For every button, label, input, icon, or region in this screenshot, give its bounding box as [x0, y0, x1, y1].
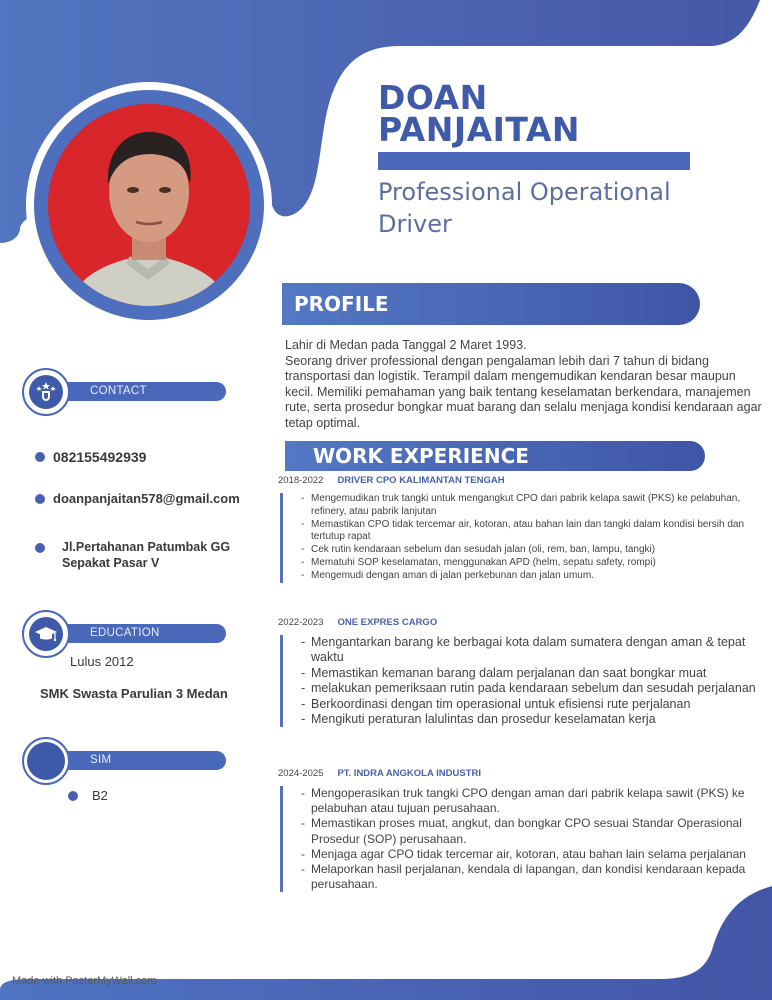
duty-item: - Memastikan proses muat, angkut, dan bongkar CPO sesuai Standar Operasional Prosedur (SOP) perusahaan. [301, 816, 768, 846]
sim-item [68, 788, 108, 803]
bullet-dot-icon [68, 791, 78, 801]
license-circle-icon [27, 742, 65, 780]
duty-item: - Cek rutin kendaraan sebelum dan sesudah jalan (oli, rem, ban, lampu, tangki) [301, 544, 768, 557]
name-underline-bar [378, 152, 690, 170]
education-school: SMK Swasta Parulian 3 Medan [40, 686, 228, 701]
duty-item: - Mengantarkan barang ke berbagai kota dalam sumatera dengan aman & tepat waktu [301, 635, 768, 666]
job-duties [280, 493, 768, 583]
profile-photo [48, 104, 250, 306]
work-experience-heading: WORK EXPERIENCE [285, 441, 705, 471]
job-title [378, 176, 671, 240]
job-entry-2 [278, 617, 768, 727]
bullet-dot-icon [35, 543, 45, 553]
duty-item: - Memastikan CPO tidak tercemar air, kotoran, atau bahan lain dan tangki dalam kondisi bersih dan tertutup rapat [301, 519, 768, 545]
phone-number[interactable]: 082155492939 [53, 449, 147, 465]
job-company: ONE EXPRES CARGO [337, 617, 438, 628]
job-entry-1 [278, 475, 768, 583]
profile-body: Seorang driver professional dengan pengalaman lebih dari 7 tahun di bidang transportasi dan logistik. Terampil dalam mengemudikan kendaran besar maupun kecil. Memiliki pemahaman yang baik tentang keselamatan berkendara, manajemen rute, serta prosedur bongkar muat barang dan selalu menjaga kondisi kendaraan agar tetap optimal. [285, 353, 762, 430]
duty-item: - Mengikuti peraturan lalulintas dan prosedur keselamatan kerja [301, 712, 768, 727]
contact-heading [22, 368, 207, 416]
duty-item: - melakukan pemeriksaan rutin pada kendaraan sebelum dan sesudah perjalanan [301, 681, 768, 696]
first-name: DOAN [378, 78, 488, 117]
email-address[interactable]: doanpanjaitan578@gmail.com [53, 491, 240, 506]
duty-item: - Mengoperasikan truk tangki CPO dengan aman dari pabrik kelapa sawit (PKS) ke pelabuhan atau tujuan perusahaan. [301, 786, 768, 816]
watermark-text: Made with PosterMyWall.com [12, 975, 157, 987]
bullet-dot-icon [35, 494, 45, 504]
education-heading-label: EDUCATION [50, 624, 226, 643]
profile-photo-frame [26, 82, 272, 328]
sim-heading [22, 737, 207, 785]
sim-heading-label: SIM [50, 751, 226, 770]
job-duties [280, 786, 768, 892]
duty-item: - Mengemudikan truk tangki untuk mengangkut CPO dari pabrik kelapa sawit (PKS) ke pelabuhan, refinery, atau pabrik lanjutan [301, 493, 768, 519]
job-duties [280, 635, 768, 727]
job-company: DRIVER CPO KALIMANTAN TENGAH [337, 475, 505, 486]
duty-item: - Melaporkan hasil perjalanan, kendala di lapangan, dan kondisi kendaraan kepada perusahaan. [301, 862, 768, 892]
contact-heading-label: CONTACT [50, 382, 226, 401]
job-company: PT. INDRA ANGKOLA INDUSTRI [337, 768, 481, 779]
person-portrait-icon [48, 104, 250, 306]
job-years: 2022-2023 [278, 617, 324, 628]
contact-email [35, 491, 240, 506]
last-name: PANJAITAN [378, 110, 581, 149]
job-title-line-2: Driver [378, 210, 452, 238]
job-title-line-1: Professional Operational [378, 178, 671, 206]
education-heading [22, 610, 207, 658]
profile-birth-line: Lahir di Medan pada Tanggal 2 Maret 1993. [285, 338, 527, 352]
contact-phone [35, 449, 146, 465]
duty-item: - Mengemudi dengan aman di jalan perkebunan dan jalan umum. [301, 570, 768, 583]
graduation-cap-icon [29, 617, 63, 651]
duty-item: - Menjaga agar CPO tidak tercemar air, kotoran, atau bahan lain selama perjalanan [301, 847, 768, 862]
job-years: 2024-2025 [278, 768, 324, 779]
duty-item: - Berkoordinasi dengan tim operasional untuk efisiensi rute perjalanan [301, 697, 768, 712]
contact-address [35, 539, 230, 571]
address-line-2: Sepakat Pasar V [62, 556, 160, 570]
duty-item: - Memastikan kemanan barang dalam perjalanan dan saat bongkar muat [301, 666, 768, 681]
job-years: 2018-2022 [278, 475, 324, 486]
duty-item: - Mematuhi SOP keselamatan, menggunakan APD (helm, sepatu safety, rompi) [301, 557, 768, 570]
address-line-1: Jl.Pertahanan Patumbak GG [62, 540, 231, 554]
bullet-dot-icon [35, 452, 45, 462]
profile-summary [285, 338, 765, 432]
sim-value: B2 [92, 788, 108, 803]
candidate-name [378, 78, 581, 149]
education-year: Lulus 2012 [70, 654, 134, 669]
profile-heading: PROFILE [282, 283, 700, 325]
award-stars-icon [29, 375, 63, 409]
job-entry-3 [278, 768, 768, 892]
